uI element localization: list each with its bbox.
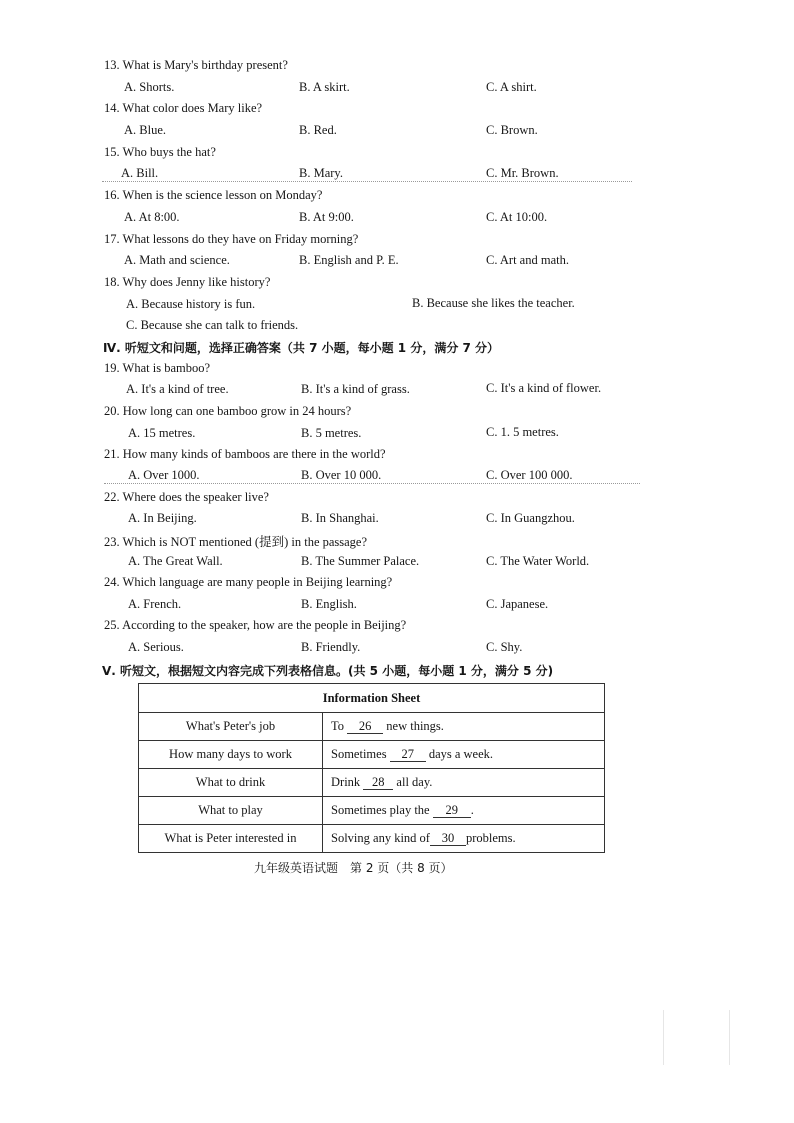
option-b: B. 5 metres. xyxy=(301,426,362,440)
question-text: What color does Mary like? xyxy=(122,101,263,115)
question-number: 19. xyxy=(104,361,120,375)
question-text: What is Mary's birthday present? xyxy=(122,58,288,72)
option-c: C. It's a kind of flower. xyxy=(486,381,602,395)
row-label: What to drink xyxy=(139,769,323,797)
option-c: C. Art and math. xyxy=(486,253,569,267)
row-label: How many days to work xyxy=(139,741,323,769)
option-c: C. In Guangzhou. xyxy=(486,511,575,525)
question-number: 18. xyxy=(104,275,120,289)
option-c: C. Shy. xyxy=(486,640,523,654)
information-sheet-table xyxy=(138,683,605,853)
question-text: How long can one bamboo grow in 24 hours? xyxy=(122,404,352,418)
question-text: What is bamboo? xyxy=(122,361,211,375)
question-number: 22. xyxy=(104,490,120,504)
question-15 xyxy=(104,145,216,160)
option-a: A. Shorts. xyxy=(124,80,175,94)
question-24 xyxy=(104,575,392,590)
question-text: According to the speaker, how are the people in Beijing? xyxy=(122,618,407,632)
question-18 xyxy=(104,275,270,290)
option-c: C. Japanese. xyxy=(486,597,549,611)
question-25 xyxy=(104,618,406,633)
page-fold-line xyxy=(102,181,632,182)
answer-blank-26[interactable]: 26 xyxy=(347,720,383,734)
option-b: B. Mary. xyxy=(299,166,343,180)
question-text: How many kinds of bamboos are there in the world? xyxy=(122,447,386,461)
answer-blank-29[interactable]: 29 xyxy=(433,804,471,818)
question-number: 25. xyxy=(104,618,120,632)
option-b: B. In Shanghai. xyxy=(301,511,379,525)
answer-blank-30[interactable]: 30 xyxy=(430,832,466,846)
option-c: C. The Water World. xyxy=(486,554,590,568)
row-label: What's Peter's job xyxy=(139,713,323,741)
row-answer: Sometimes play the 29 . xyxy=(323,797,605,825)
option-b: B. Red. xyxy=(299,123,337,137)
answer-blank-27[interactable]: 27 xyxy=(390,748,426,762)
option-c: C. Brown. xyxy=(486,123,538,137)
option-c: C. 1. 5 metres. xyxy=(486,425,559,439)
question-number: 15. xyxy=(104,145,120,159)
option-b: B. Over 10 000. xyxy=(301,468,382,482)
question-number: 20. xyxy=(104,404,120,418)
question-number: 16. xyxy=(104,188,120,202)
question-text: When is the science lesson on Monday? xyxy=(122,188,323,202)
option-a: A. The Great Wall. xyxy=(128,554,223,568)
option-a: A. Bill. xyxy=(121,166,159,180)
option-b: B. English and P. E. xyxy=(299,253,399,267)
option-c: C. Over 100 000. xyxy=(486,468,573,482)
row-answer: Solving any kind of 30 problems. xyxy=(323,825,605,853)
answer-blank-28[interactable]: 28 xyxy=(363,776,393,790)
option-a: A. 15 metres. xyxy=(128,426,196,440)
page-fold-line xyxy=(104,483,640,484)
option-c: C. Because she can talk to friends. xyxy=(126,318,299,332)
option-a: A. Over 1000. xyxy=(128,468,200,482)
row-answer: Drink 28 all day. xyxy=(323,769,605,797)
question-text: What lessons do they have on Friday morning? xyxy=(122,232,359,246)
question-20 xyxy=(104,404,351,419)
question-text: Why does Jenny like history? xyxy=(122,275,271,289)
option-b: B. Because she likes the teacher. xyxy=(412,296,575,310)
option-b: B. The Summer Palace. xyxy=(301,554,420,568)
option-a: A. In Beijing. xyxy=(128,511,197,525)
page-footer: 九年级英语试题 第 2 页（共 8 页） xyxy=(254,861,453,875)
question-23 xyxy=(104,532,367,550)
row-answer: Sometimes 27 days a week. xyxy=(323,741,605,769)
scan-artifact xyxy=(663,1010,664,1065)
table-row xyxy=(139,769,605,797)
question-text: Which is NOT mentioned (提到) in the passage? xyxy=(122,535,368,549)
question-number: 13. xyxy=(104,58,120,72)
option-a: A. At 8:00. xyxy=(124,210,180,224)
row-label: What is Peter interested in xyxy=(139,825,323,853)
option-a: A. Blue. xyxy=(124,123,167,137)
table-row xyxy=(139,741,605,769)
option-c: C. Mr. Brown. xyxy=(486,166,559,180)
option-a: A. It's a kind of tree. xyxy=(126,382,229,396)
option-a: A. Because history is fun. xyxy=(126,297,256,311)
option-c: C. A shirt. xyxy=(486,80,537,94)
table-row xyxy=(139,825,605,853)
option-b: B. At 9:00. xyxy=(299,210,354,224)
question-17 xyxy=(104,232,358,247)
question-text: Who buys the hat? xyxy=(122,145,216,159)
row-label: What to play xyxy=(139,797,323,825)
question-21 xyxy=(104,447,386,462)
row-answer: To 26 new things. xyxy=(323,713,605,741)
option-a: A. Math and science. xyxy=(124,253,230,267)
question-16 xyxy=(104,188,322,203)
option-b: B. A skirt. xyxy=(299,80,350,94)
option-b: B. Friendly. xyxy=(301,640,361,654)
table-row xyxy=(139,797,605,825)
question-number: 24. xyxy=(104,575,120,589)
question-22 xyxy=(104,490,269,505)
scan-artifact xyxy=(729,1010,730,1065)
option-b: B. English. xyxy=(301,597,357,611)
question-number: 21. xyxy=(104,447,120,461)
question-text: Which language are many people in Beijing learning? xyxy=(122,575,393,589)
section-4-heading: Ⅳ. 听短文和问题，选择正确答案（共 7 小题，每小题 1 分，满分 7 分） xyxy=(103,341,500,355)
question-text: Where does the speaker live? xyxy=(122,490,269,504)
question-14 xyxy=(104,101,262,116)
option-b: B. It's a kind of grass. xyxy=(301,382,410,396)
option-c: C. At 10:00. xyxy=(486,210,548,224)
table-title: Information Sheet xyxy=(139,684,605,713)
option-a: A. Serious. xyxy=(128,640,184,654)
question-number: 23. xyxy=(104,535,120,549)
table-header-row xyxy=(139,684,605,713)
question-19 xyxy=(104,361,210,376)
table-row xyxy=(139,713,605,741)
option-a: A. French. xyxy=(128,597,182,611)
question-number: 17. xyxy=(104,232,120,246)
question-13 xyxy=(104,58,288,73)
section-5-heading: Ⅴ. 听短文，根据短文内容完成下列表格信息。(共 5 小题，每小题 1 分，满分 5 分) xyxy=(102,664,554,678)
question-number: 14. xyxy=(104,101,120,115)
